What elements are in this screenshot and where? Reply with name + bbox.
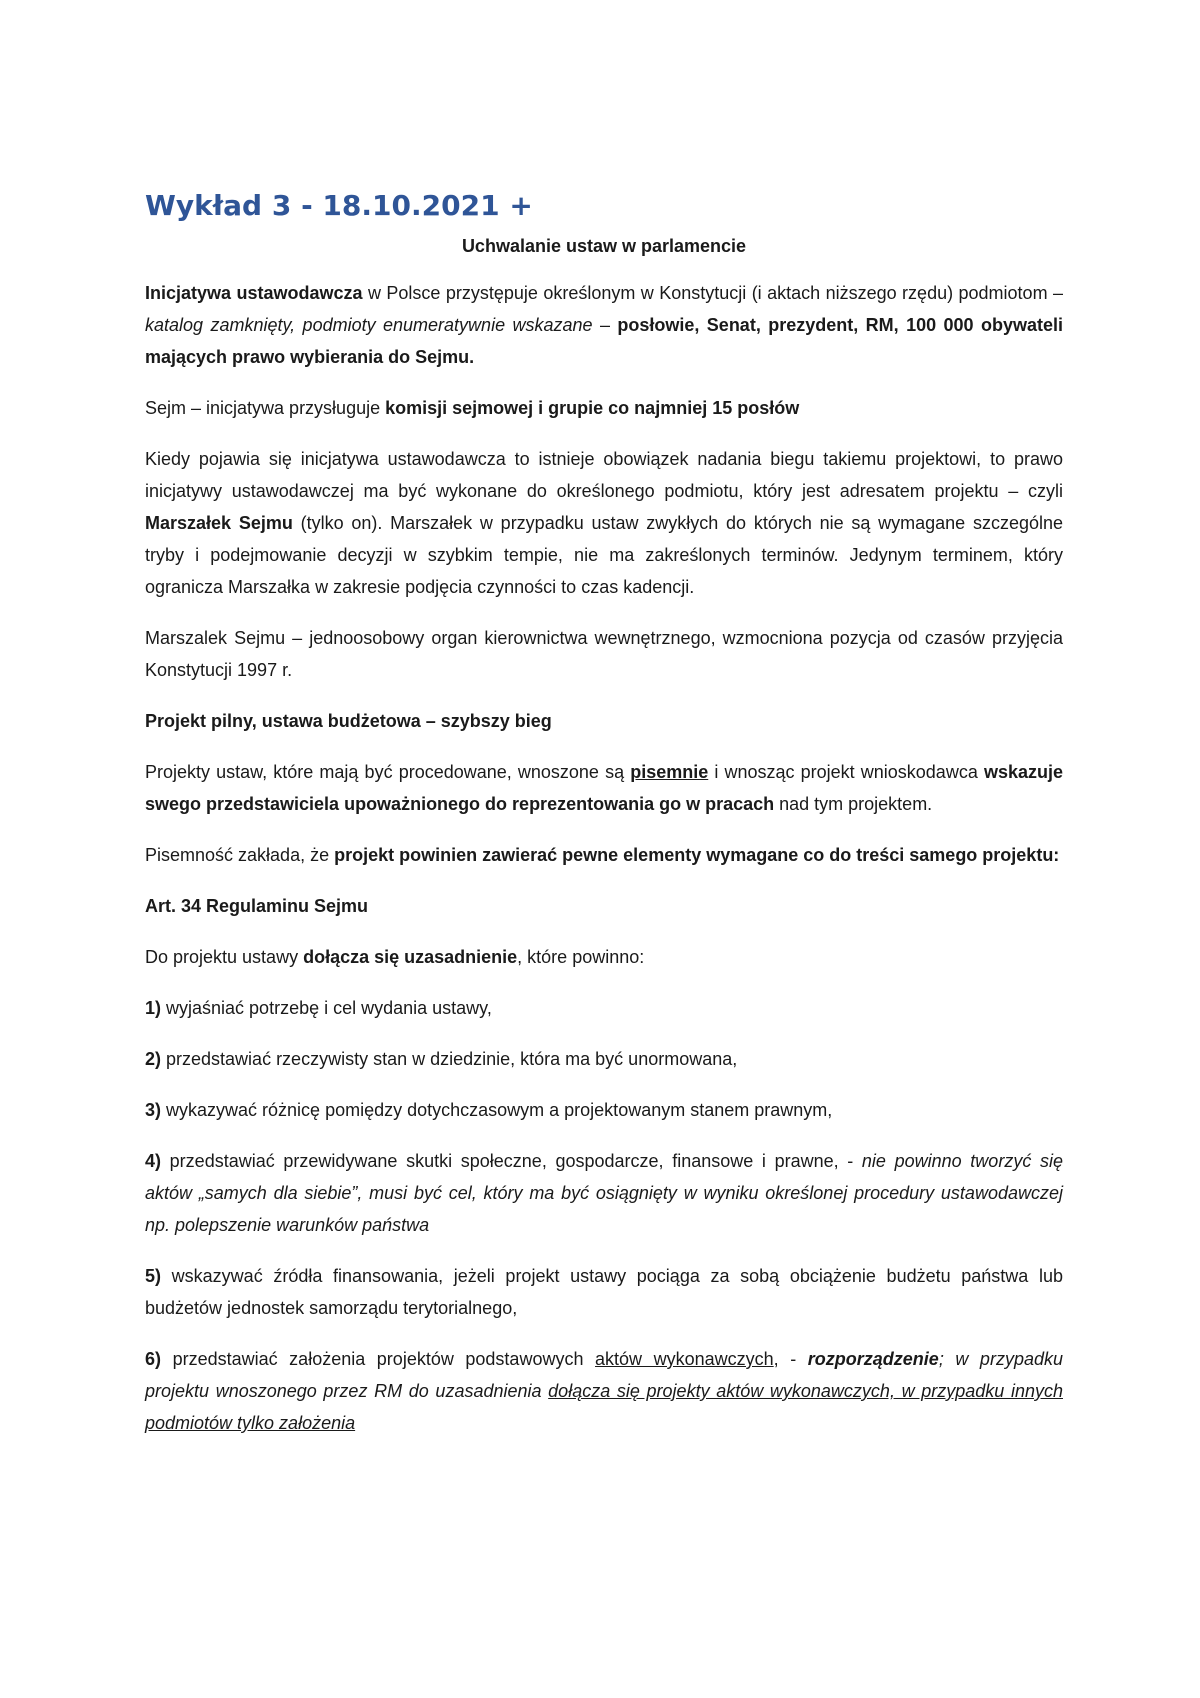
paragraph-marshal-duty: Kiedy pojawia się inicjatywa ustawodawcza to istnieje obowiązek nadania biegu takiemu projektowi, to prawo inicjatywy ustawodawczej ma być wykonane do określonego podmiotu, który jest adresatem projektu – czyli Marszałek Sejmu (tylko on). Marszałek w przypadku ustaw zwykłych do których nie są wymagane szczególne tryby i podejmowanie decyzji w szybkim tempie, nie ma zakreślonych terminów. Jedynym terminem, który ogranicza Marszałka w zakresie podjęcia czynności to czas kadencji. (145, 449, 1063, 597)
list-item: 3) wykazywać różnicę pomiędzy dotychczasowym a projektowanym stanem prawnym, (145, 1100, 833, 1120)
paragraph-marshal-organ: Marszalek Sejmu – jednoosobowy organ kierownictwa wewnętrznego, wzmocniona pozycja od czasów przyjęcia Konstytucji 1997 r. (145, 628, 1063, 680)
paragraph-initiative: Inicjatywa ustawodawcza w Polsce przystępuje określonym w Konstytucji (i aktach niższego rzędu) podmiotom – katalog zamknięty, podmioty enumeratywnie wskazane – posłowie, Senat, prezydent, RM, 100 000 obywateli mających prawo wybierania do Sejmu. (145, 283, 1064, 367)
paragraph-article: Art. 34 Regulaminu Sejmu (145, 896, 369, 916)
list-item: 1) wyjaśniać potrzebę i cel wydania ustawy, (145, 998, 492, 1018)
paragraph-written-requirements: Pisemność zakłada, że projekt powinien zawierać pewne elementy wymagane co do treści samego projektu: (145, 845, 1060, 865)
paragraph-written: Projekty ustaw, które mają być procedowane, wnoszone są pisemnie i wnosząc projekt wnioskodawca wskazuje swego przedstawiciela upoważnionego do reprezentowania go w pracach nad tym projektem. (145, 762, 1063, 814)
list-item: 2) przedstawiać rzeczywisty stan w dziedzinie, która ma być unormowana, (145, 1049, 738, 1069)
list-item: 4) przedstawiać przewidywane skutki społeczne, gospodarcze, finansowe i prawne, - nie powinno tworzyć się aktów „samych dla siebie”, musi być cel, który ma być osiągnięty w wyniku określonej procedury ustawodawczej np. polepszenie warunków państwa (145, 1151, 1063, 1235)
section-subtitle: Uchwalanie ustaw w parlamencie (461, 236, 747, 256)
list-item: 5) wskazywać źródła finansowania, jeżeli projekt ustawy pociąga za sobą obciążenie budżetu państwa lub budżetów jednostek samorządu terytorialnego, (145, 1266, 1063, 1318)
paragraph-justification: Do projektu ustawy dołącza się uzasadnienie, które powinno: (145, 947, 645, 967)
paragraph-sejm: Sejm – inicjatywa przysługuje komisji sejmowej i grupie co najmniej 15 posłów (145, 398, 800, 418)
list-item: 6) przedstawiać założenia projektów podstawowych aktów wykonawczych, - rozporządzenie; w przypadku projektu wnoszonego przez RM do uzasadnienia dołącza się projekty aktów wykonawczych, w przypadku innych podmiotów tylko założenia (145, 1349, 1063, 1433)
page-title: Wykład 3 - 18.10.2021 + (145, 189, 533, 222)
paragraph-urgent: Projekt pilny, ustawa budżetowa – szybszy bieg (145, 711, 552, 731)
document-body (145, 277, 1063, 1458)
